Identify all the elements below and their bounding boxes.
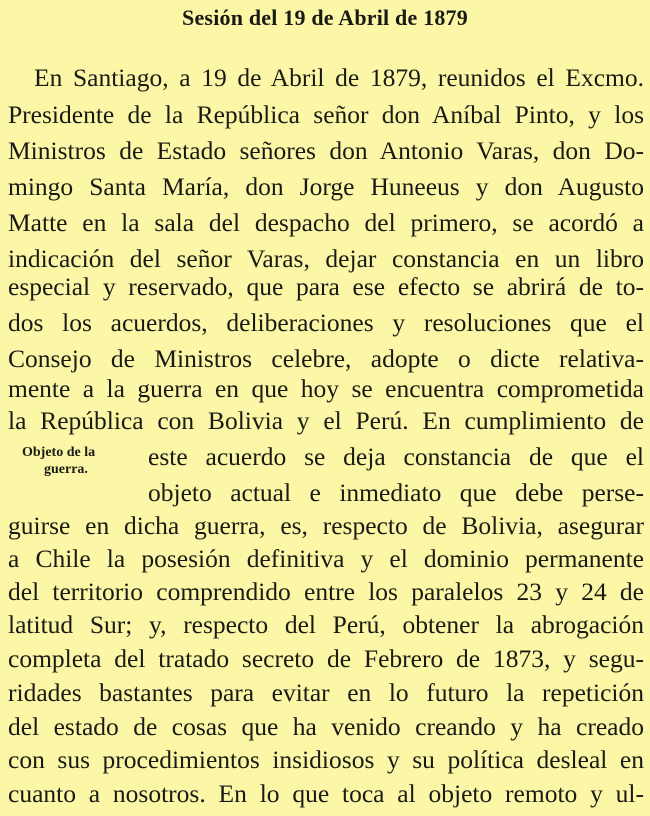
text-line: Matte en la sala del despacho del primero, se acordó a xyxy=(8,208,644,237)
text-line: a Chile la posesión definitiva y el dominio permanente xyxy=(8,544,644,573)
text-line: latitud Sur; y, respecto del Perú, obtener la abrogación xyxy=(8,610,644,639)
text-line: En Santiago, a 19 de Abril de 1879, reunidos el Excmo. xyxy=(34,63,644,92)
text-line: la República con Bolivia y el Perú. En cumplimiento de xyxy=(8,406,644,435)
text-line: ridades bastantes para evitar en lo futuro la repetición xyxy=(8,678,644,707)
text-line: mente a la guerra en que hoy se encuentra comprometida xyxy=(8,374,644,403)
text-line: Presidente de la República señor don Aníbal Pinto, y los xyxy=(8,100,644,129)
margin-note xyxy=(22,444,140,478)
text-line: del territorio comprendido entre los paralelos 23 y 24 de xyxy=(8,577,644,606)
text-line: guirse en dicha guerra, es, respecto de Bolivia, asegurar xyxy=(8,511,644,540)
text-line: dos los acuerdos, deliberaciones y resoluciones que el xyxy=(8,308,644,337)
margin-note-line: Objeto de la xyxy=(22,445,96,460)
text-line: Consejo de Ministros celebre, adopte o dicte relativa- xyxy=(8,344,644,373)
text-line: mingo Santa María, don Jorge Huneeus y don Augusto xyxy=(8,172,644,201)
text-line: especial y reservado, que para ese efecto se abrirá de to- xyxy=(8,272,644,301)
text-line: objeto actual e inmediato que debe perse- xyxy=(148,478,644,507)
text-line: con sus procedimientos insidiosos y su política desleal en xyxy=(8,745,644,774)
text-line: completa del tratado secreto de Febrero de 1873, y segu- xyxy=(8,644,644,673)
margin-note-line: guerra. xyxy=(44,462,88,477)
text-line: cuanto a nosotros. En lo que toca al objeto remoto y ul- xyxy=(8,779,644,808)
text-line: este acuerdo se deja constancia de que el xyxy=(148,442,644,471)
text-line: del estado de cosas que ha venido creando y ha creado xyxy=(8,712,644,741)
text-line: indicación del señor Varas, dejar constancia en un libro xyxy=(8,244,644,273)
session-heading: Sesión del 19 de Abril de 1879 xyxy=(182,5,468,30)
text-line: Ministros de Estado señores don Antonio Varas, don Do- xyxy=(8,136,644,165)
